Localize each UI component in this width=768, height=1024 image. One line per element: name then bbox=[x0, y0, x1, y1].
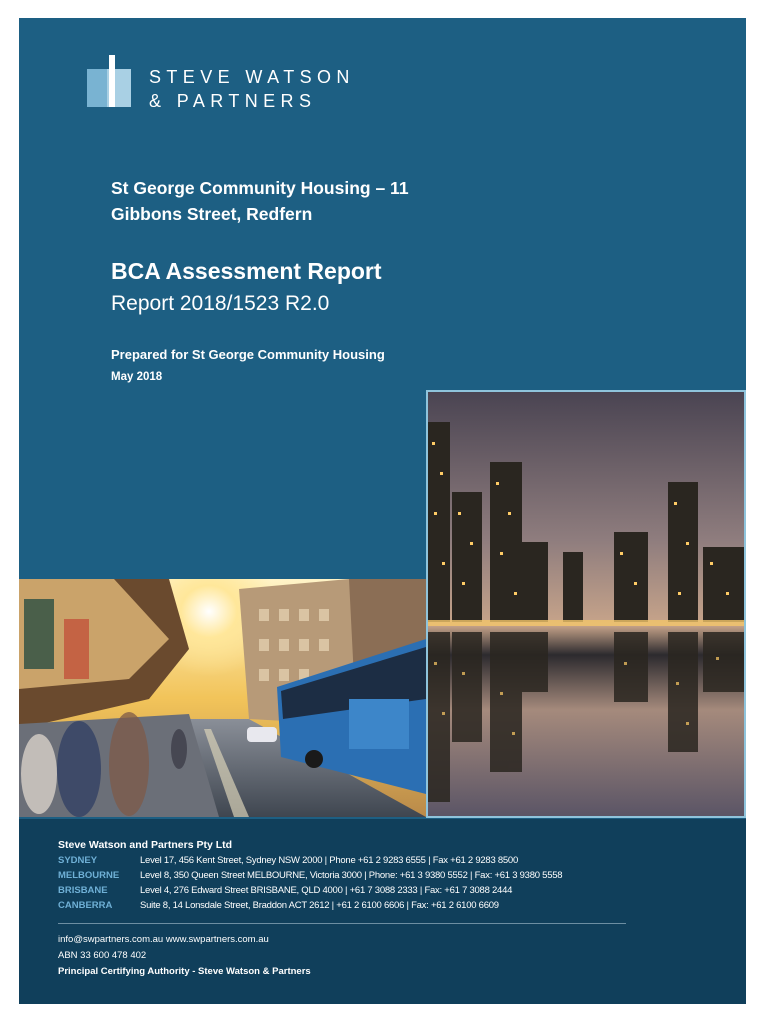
abn: ABN 33 600 478 402 bbox=[58, 950, 147, 961]
office-city: SYDNEY bbox=[58, 855, 98, 866]
street-photo bbox=[19, 579, 426, 817]
project-line-2: Gibbons Street, Redfern bbox=[111, 204, 313, 224]
office-city: CANBERRA bbox=[58, 900, 113, 911]
office-details: Suite 8, 14 Lonsdale Street, Braddon ACT 2612 | +61 2 6100 6606 | Fax: +61 2 6100 6609 bbox=[140, 900, 499, 911]
footer bbox=[19, 819, 746, 1004]
office-city: BRISBANE bbox=[58, 885, 108, 896]
logo-mark-icon bbox=[87, 55, 131, 107]
project-name bbox=[111, 175, 409, 227]
office-details: Level 4, 276 Edward Street BRISBANE, QLD 4000 | +61 7 3088 2333 | Fax: +61 7 3088 2444 bbox=[140, 885, 513, 896]
project-line-1: St George Community Housing – 11 bbox=[111, 178, 409, 198]
cover-page bbox=[19, 18, 746, 1004]
office-details: Level 8, 350 Queen Street MELBOURNE, Victoria 3000 | Phone: +61 3 9380 5552 | Fax: +61 3 9380 5558 bbox=[140, 870, 563, 881]
logo-wordmark bbox=[149, 65, 355, 113]
office-details: Level 17, 456 Kent Street, Sydney NSW 2000 | Phone +61 2 9283 6555 | Fax +61 2 9283 8500 bbox=[140, 855, 519, 866]
report-title: BCA Assessment Report bbox=[111, 258, 382, 284]
logo-line-1: STEVE WATSON bbox=[149, 67, 355, 87]
city-skyline-photo bbox=[426, 390, 746, 818]
logo-line-2: & PARTNERS bbox=[149, 91, 317, 111]
certifying-authority: Principal Certifying Authority - Steve Watson & Partners bbox=[58, 966, 311, 977]
report-number: Report 2018/1523 R2.0 bbox=[111, 292, 330, 315]
footer-divider bbox=[58, 923, 626, 924]
office-city: MELBOURNE bbox=[58, 870, 120, 881]
company-name: Steve Watson and Partners Pty Ltd bbox=[58, 839, 233, 851]
email-website[interactable]: info@swpartners.com.au www.swpartners.com.au bbox=[58, 934, 269, 945]
prepared-for: Prepared for St George Community Housing bbox=[111, 347, 385, 362]
report-date: May 2018 bbox=[111, 371, 163, 383]
